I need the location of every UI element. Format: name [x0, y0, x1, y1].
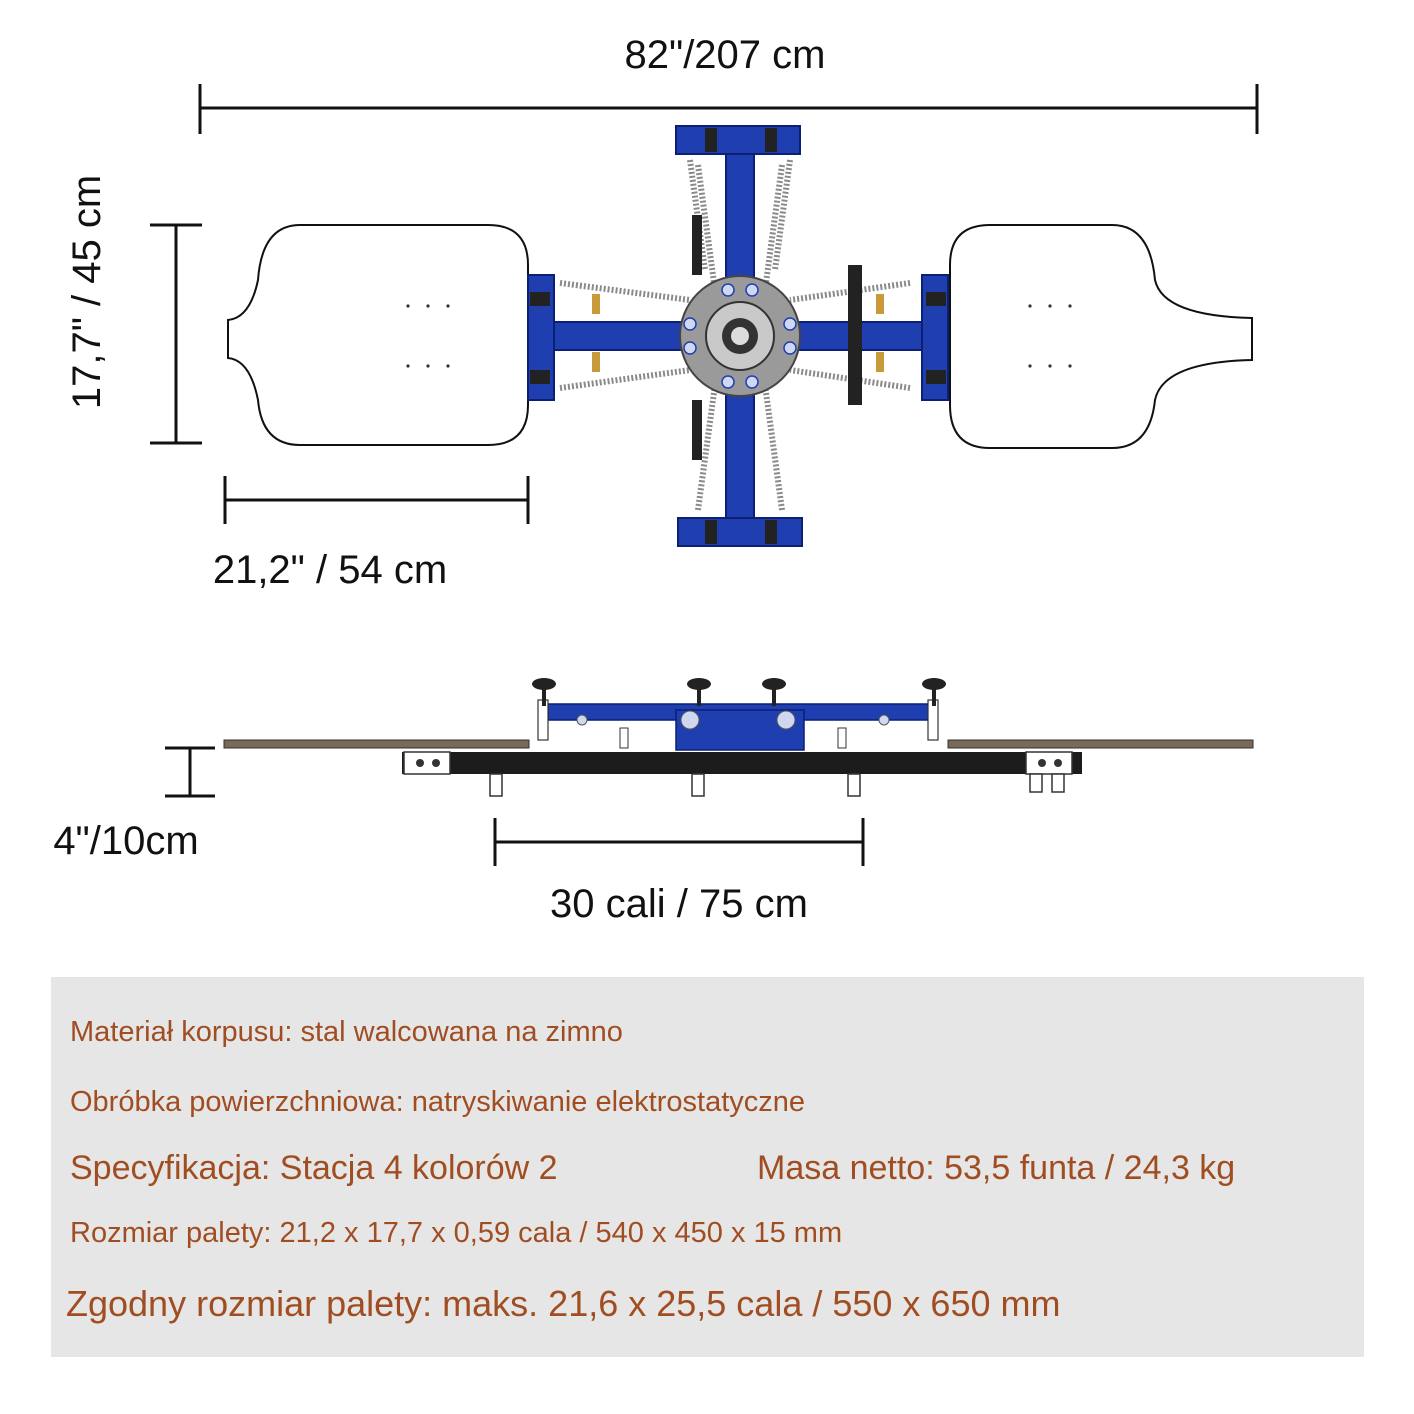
pallet-width-dimension: [213, 476, 528, 592]
base-width-dimension: [495, 818, 863, 926]
press-top-view: [228, 126, 1252, 546]
side-left-pallet: [224, 740, 529, 748]
spec-surface-treatment: Obróbka powierzchniowa: natryskiwanie elektrostatyczne: [70, 1086, 806, 1118]
base-width-label: 30 cali / 75 cm: [550, 882, 808, 926]
side-right-pallet: [948, 740, 1253, 748]
spec-pallet-size: Rozmiar palety: 21,2 x 17,7 x 0,59 cala / 540 x 450 x 15 mm: [70, 1217, 843, 1249]
overall-width-dimension: [200, 33, 1257, 134]
overall-width-label: 82"/207 cm: [624, 33, 826, 77]
specification-panel: [51, 977, 1364, 1357]
height-label: 4"/10cm: [53, 819, 199, 863]
left-pallet: [228, 225, 528, 445]
height-dimension: [53, 748, 215, 863]
pallet-height-label: 17,7" / 45 cm: [65, 174, 109, 410]
spec-specification: Specyfikacja: Stacja 4 kolorów 2: [70, 1149, 558, 1187]
pallet-width-label: 21,2" / 54 cm: [212, 548, 448, 592]
pallet-height-dimension: [65, 175, 202, 443]
right-pallet: [950, 225, 1252, 448]
central-hub: [680, 276, 800, 396]
spec-material: Materiał korpusu: stal walcowana na zimno: [70, 1016, 623, 1048]
spec-compatible-pallet-size: Zgodny rozmiar palety: maks. 21,6 x 25,5 cala / 550 x 650 mm: [66, 1283, 1061, 1324]
press-side-view: [224, 678, 1253, 796]
spec-net-weight: Masa netto: 53,5 funta / 24,3 kg: [757, 1149, 1236, 1187]
